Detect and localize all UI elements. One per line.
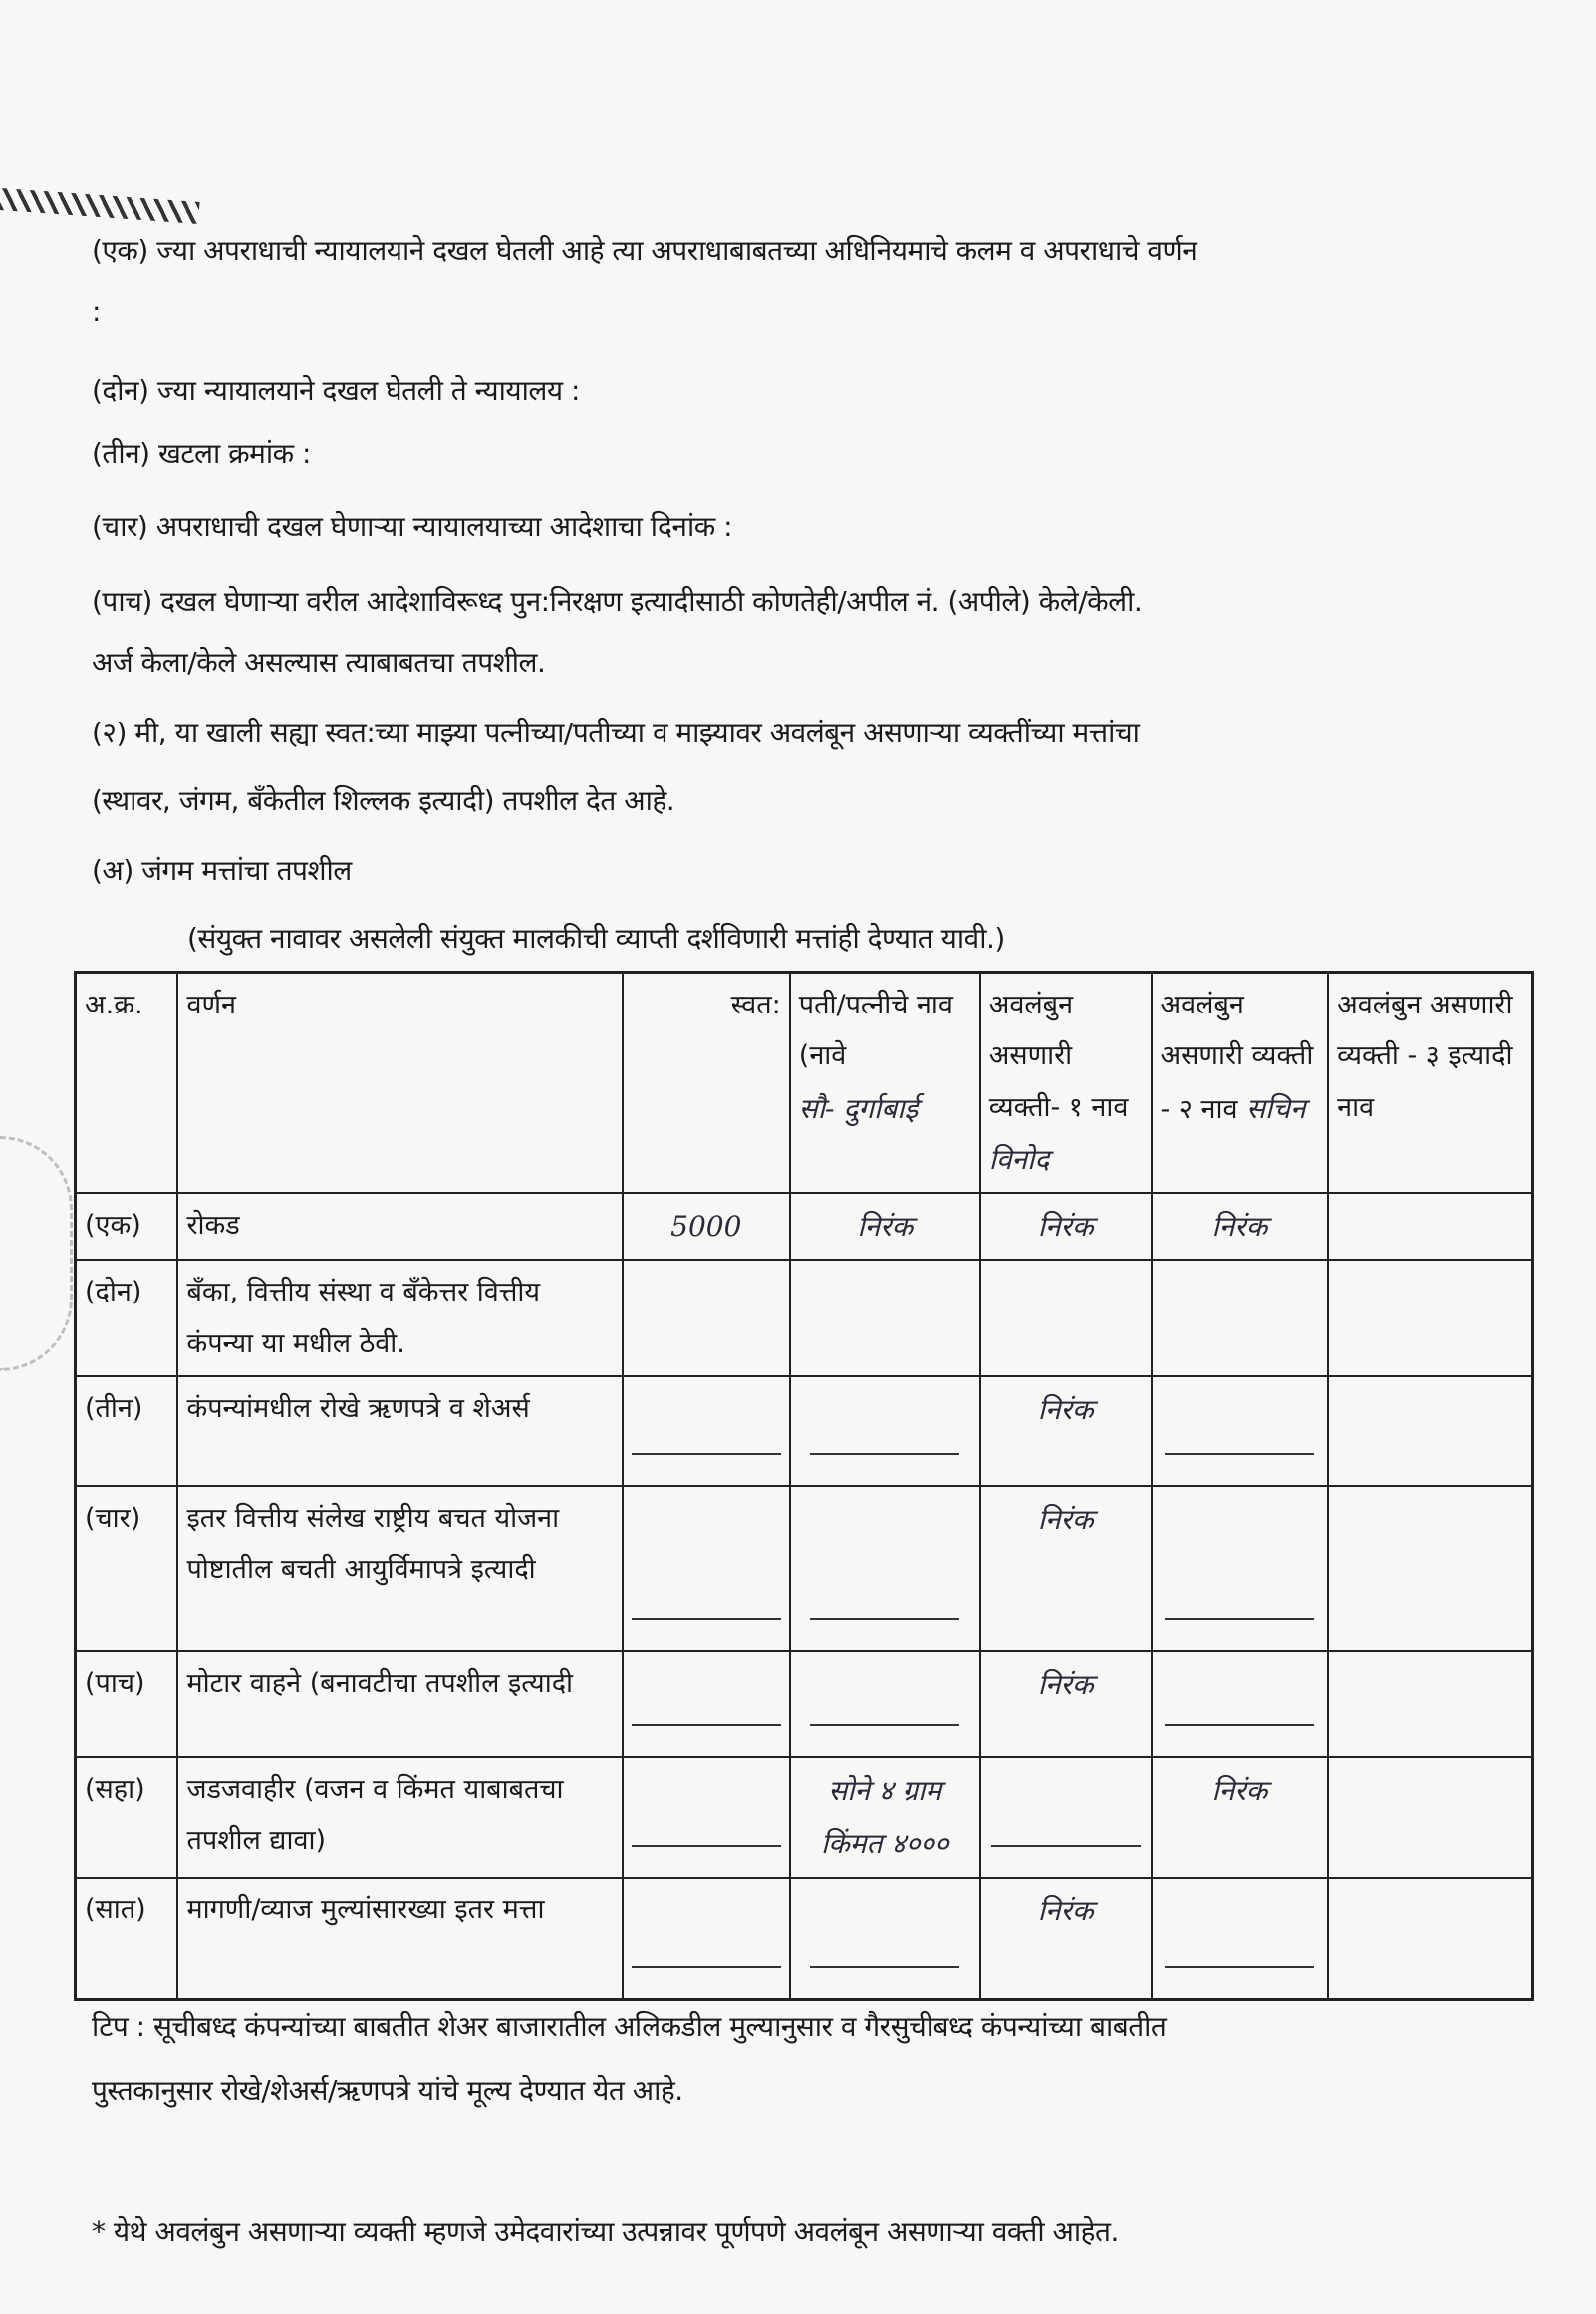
- cell-self: [623, 1757, 790, 1878]
- nil-dash-mark: [632, 1724, 781, 1726]
- header-description: वर्णन: [177, 973, 622, 1194]
- row-description: बँका, वित्तीय संस्था व बँकेत्तर वित्तीय कंपन्या या मधील ठेवी.: [186, 1277, 541, 1359]
- cell-dep2: [1152, 1651, 1329, 1757]
- header-spouse: पती/पत्नीचे नाव (नावे सौ- दुर्गाबाई: [790, 973, 980, 1194]
- handwritten-entry: निरंक: [1037, 1393, 1094, 1427]
- handwritten-spouse-name: सौ- दुर्गाबाई: [798, 1091, 919, 1125]
- cell-self: [623, 1878, 790, 2000]
- row-number: (चार): [85, 1503, 141, 1535]
- footnote: * येथे अवलंबुन असणाऱ्या व्यक्ती म्हणजे उमेदवारांच्या उत्पन्नावर पूर्णपणे अवलंबून असणाऱ्या वक्ती आहेत.: [92, 2215, 1119, 2248]
- row-description: रोकड: [186, 1210, 240, 1242]
- handwritten-entry: निरंक: [857, 1210, 914, 1244]
- nil-dash-mark: [632, 1845, 781, 1847]
- cell-dep2: [1152, 1878, 1329, 2000]
- nil-dash-mark: [632, 1966, 781, 1968]
- row-number: (सात): [85, 1893, 146, 1925]
- cell-desc: [177, 1757, 622, 1878]
- cell-self: [623, 1193, 790, 1260]
- cell-dep1: [980, 1193, 1152, 1260]
- cell-desc: [177, 1486, 622, 1651]
- row-number: (दोन): [85, 1277, 142, 1308]
- cell-dep2: [1152, 1260, 1329, 1376]
- table-row: [76, 1878, 1533, 2000]
- table-row: [76, 1260, 1533, 1376]
- row-description: इतर वित्तीय संलेख राष्ट्रीय बचत योजना पोष्टातील बचती आयुर्विमापत्रे इत्यादी: [186, 1503, 560, 1586]
- handwritten-entry: निरंक: [1037, 1668, 1094, 1702]
- cell-dep3: [1328, 1651, 1532, 1757]
- handwritten-dep1-name: विनोद: [988, 1142, 1050, 1176]
- cell-dep3: [1328, 1486, 1532, 1651]
- part-two-line1: (२) मी, या खाली सह्या स्वत:च्या माझ्या पत्नीच्या/पतीच्या व माझ्यावर अवलंबून असणाऱ्या व्यक्तींच्या मत्तांचा: [92, 717, 1140, 749]
- cell-self: [623, 1260, 790, 1376]
- cell-self: [623, 1651, 790, 1757]
- handwritten-entry: निरंक: [1037, 1210, 1094, 1244]
- cell-dep2: [1152, 1376, 1329, 1486]
- cell-dep1: [980, 1757, 1152, 1878]
- nil-dash-mark: [632, 1618, 781, 1620]
- row-number: (तीन): [85, 1393, 143, 1425]
- handwritten-entry: निरंक: [1211, 1210, 1268, 1244]
- cell-dep1: [980, 1651, 1152, 1757]
- header-dependent-2: अवलंबुन असणारी व्यक्ती - २ नाव सचिन: [1152, 973, 1329, 1194]
- nil-dash-mark: [632, 1453, 781, 1455]
- cell-spouse: [790, 1757, 980, 1878]
- cell-dep2: [1152, 1757, 1329, 1878]
- nil-dash-mark: [1165, 1453, 1314, 1455]
- nil-dash-mark: [810, 1618, 959, 1620]
- header-self: स्वत:: [623, 973, 790, 1194]
- binding-staple-marks: [0, 188, 200, 224]
- cell-dep1: [980, 1376, 1152, 1486]
- row-number: (पाच): [85, 1668, 145, 1700]
- table-header-row: [76, 973, 1533, 1194]
- cell-dep1: [980, 1486, 1152, 1651]
- item-one: (एक) ज्या अपराधाची न्यायालयाने दखल घेतली आहे त्या अपराधाबाबतच्या अधिनियमाचे कलम व अपराधाचे वर्णन: [92, 234, 1197, 267]
- item-five-line2: अर्ज केला/केले असल्यास त्याबाबतचा तपशील.: [92, 646, 546, 679]
- cell-spouse: [790, 1486, 980, 1651]
- item-two: (दोन) ज्या न्यायालयाने दखल घेतली ते न्यायालय :: [92, 374, 580, 407]
- cell-dep2: [1152, 1486, 1329, 1651]
- table-row: [76, 1376, 1533, 1486]
- note-line1: टिप : सूचीबध्द कंपन्यांच्या बाबतीत शेअर बाजारातील अलिकडील मुल्यानुसार व गैरसुचीबध्द कंपन्यांच्या बाबतीत: [92, 2010, 1167, 2043]
- cell-dep2: [1152, 1193, 1329, 1260]
- item-one-colon: :: [92, 295, 101, 328]
- note-line2: पुस्तकानुसार रोखे/शेअर्स/ऋणपत्रे यांचे मूल्य देण्यात येत आहे.: [92, 2074, 683, 2107]
- part-a-title: (अ) जंगम मत्तांचा तपशील: [92, 854, 352, 887]
- cell-dep1: [980, 1260, 1152, 1376]
- cell-spouse: [790, 1376, 980, 1486]
- row-description: मोटार वाहने (बनावटीचा तपशील इत्यादी: [186, 1668, 574, 1700]
- part-a-note: (संयुक्त नावावर असलेली संयुक्त मालकीची व्याप्ती दर्शविणारी मत्तांही देण्यात यावी.): [187, 922, 1005, 955]
- item-three: (तीन) खटला क्रमांक :: [92, 437, 311, 470]
- nil-dash-mark: [810, 1724, 959, 1726]
- nil-dash-mark: [1165, 1724, 1314, 1726]
- handwritten-entry: निरंक: [1037, 1503, 1094, 1537]
- item-four: (चार) अपराधाची दखल घेणाऱ्या न्यायालयाच्या आदेशाचा दिनांक :: [92, 510, 733, 543]
- table-row: [76, 1193, 1533, 1260]
- part-two-line2: (स्थावर, जंगम, बँकेतील शिल्लक इत्यादी) तपशील देत आहे.: [92, 784, 675, 817]
- office-stamp: [0, 1136, 73, 1371]
- nil-dash-mark: [810, 1453, 959, 1455]
- table-row: [76, 1757, 1533, 1878]
- cell-dep3: [1328, 1376, 1532, 1486]
- nil-dash-mark: [1165, 1966, 1314, 1968]
- nil-dash-mark: [1165, 1618, 1314, 1620]
- handwritten-entry: सोने ४ ग्राम किंमत ४०००: [820, 1774, 949, 1861]
- cell-dep3: [1328, 1193, 1532, 1260]
- cell-sr: [76, 1193, 178, 1260]
- cell-dep3: [1328, 1757, 1532, 1878]
- cell-desc: [177, 1193, 622, 1260]
- row-description: जडजवाहीर (वजन व किंमत याबाबतचा तपशील द्यावा): [186, 1774, 564, 1857]
- handwritten-dep2-name: सचिन: [1246, 1091, 1306, 1125]
- table-row: [76, 1651, 1533, 1757]
- row-description: मागणी/व्याज मुल्यांसारख्या इतर मत्ता: [186, 1893, 545, 1925]
- cell-self: [623, 1486, 790, 1651]
- cell-desc: [177, 1260, 622, 1376]
- cell-sr: [76, 1878, 178, 2000]
- handwritten-entry: निरंक: [1211, 1774, 1268, 1808]
- movable-assets-table: [74, 971, 1534, 2001]
- header-dependent-3: अवलंबुन असणारी व्यक्ती - ३ इत्यादी नाव: [1328, 973, 1532, 1194]
- cell-spouse: [790, 1651, 980, 1757]
- header-dependent-1: अवलंबुन असणारी व्यक्ती- १ नाव विनोद: [980, 973, 1152, 1194]
- cell-spouse: [790, 1260, 980, 1376]
- table-row: [76, 1486, 1533, 1651]
- row-number: (सहा): [85, 1774, 145, 1806]
- cell-sr: [76, 1486, 178, 1651]
- cell-sr: [76, 1260, 178, 1376]
- cell-desc: [177, 1376, 622, 1486]
- cell-sr: [76, 1757, 178, 1878]
- cell-spouse: [790, 1193, 980, 1260]
- cell-spouse: [790, 1878, 980, 2000]
- cell-dep3: [1328, 1260, 1532, 1376]
- handwritten-entry: निरंक: [1037, 1893, 1094, 1927]
- header-sr: अ.क्र.: [76, 973, 178, 1194]
- nil-dash-mark: [810, 1966, 959, 1968]
- cell-sr: [76, 1376, 178, 1486]
- handwritten-entry: 5000: [670, 1210, 742, 1244]
- row-number: (एक): [85, 1210, 141, 1242]
- cell-self: [623, 1376, 790, 1486]
- row-description: कंपन्यांमधील रोखे ऋणपत्रे व शेअर्स: [186, 1393, 530, 1425]
- cell-dep3: [1328, 1878, 1532, 2000]
- cell-dep1: [980, 1878, 1152, 2000]
- cell-sr: [76, 1651, 178, 1757]
- cell-desc: [177, 1878, 622, 2000]
- cell-desc: [177, 1651, 622, 1757]
- nil-dash-mark: [991, 1845, 1141, 1847]
- item-five-line1: (पाच) दखल घेणाऱ्या वरील आदेशाविरूध्द पुन:निरक्षण इत्यादीसाठी कोणतेही/अपील नं. (अपीले) केले/केली.: [92, 585, 1143, 618]
